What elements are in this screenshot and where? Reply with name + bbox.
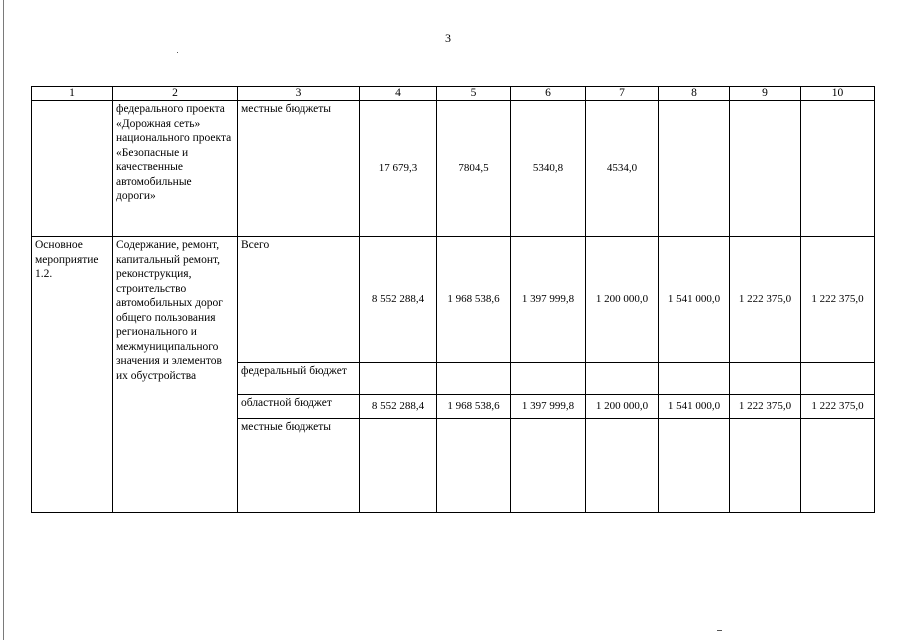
column-header: 7 bbox=[586, 87, 659, 101]
table-row bbox=[32, 101, 875, 237]
value-cell bbox=[730, 101, 801, 237]
funding-source-cell: областной бюджет bbox=[238, 395, 360, 419]
value-cell bbox=[360, 363, 437, 395]
column-header: 6 bbox=[511, 87, 586, 101]
value-cell: 1 222 375,0 bbox=[730, 237, 801, 363]
value-cell: 5340,8 bbox=[511, 101, 586, 237]
value-cell: 1 397 999,8 bbox=[511, 237, 586, 363]
value-cell: 1 541 000,0 bbox=[659, 237, 730, 363]
value-cell: 1 397 999,8 bbox=[511, 395, 586, 419]
column-header: 5 bbox=[437, 87, 511, 101]
value-cell: 8 552 288,4 bbox=[360, 395, 437, 419]
page-left-edge bbox=[3, 0, 4, 640]
event-description-cell: Содержание, ремонт, капитальный ремонт, реконструкция, строительство автомобильных дорог общего пользования регионального и межмуниципального значения и элементов их обустройства bbox=[113, 237, 238, 513]
column-header: 10 bbox=[801, 87, 875, 101]
value-cell bbox=[730, 419, 801, 513]
value-cell: 1 200 000,0 bbox=[586, 237, 659, 363]
value-cell bbox=[586, 363, 659, 395]
value-cell: 1 222 375,0 bbox=[801, 395, 875, 419]
value-cell bbox=[586, 419, 659, 513]
page-number: 3 bbox=[445, 31, 451, 45]
value-cell bbox=[659, 101, 730, 237]
value-cell bbox=[659, 419, 730, 513]
column-header: 4 bbox=[360, 87, 437, 101]
value-cell: 1 222 375,0 bbox=[730, 395, 801, 419]
value-cell bbox=[360, 419, 437, 513]
funding-source-cell: Всего bbox=[238, 237, 360, 363]
value-cell bbox=[437, 419, 511, 513]
funding-source-cell: местные бюджеты bbox=[238, 419, 360, 513]
value-cell bbox=[801, 363, 875, 395]
value-cell bbox=[801, 101, 875, 237]
table-row bbox=[32, 237, 875, 363]
funding-source-cell: федеральный бюджет bbox=[238, 363, 360, 395]
value-cell: 1 541 000,0 bbox=[659, 395, 730, 419]
project-name-cell: федерального проекта «Дорожная сеть» национального проекта «Безопасные и качественные автомобильные дороги» bbox=[113, 101, 238, 237]
value-cell bbox=[730, 363, 801, 395]
value-cell: 7804,5 bbox=[437, 101, 511, 237]
table-cell-empty bbox=[32, 101, 113, 237]
column-header: 8 bbox=[659, 87, 730, 101]
value-cell: 17 679,3 bbox=[360, 101, 437, 237]
value-cell: 8 552 288,4 bbox=[360, 237, 437, 363]
scan-speck bbox=[177, 52, 178, 53]
value-cell: 1 968 538,6 bbox=[437, 237, 511, 363]
scan-speck bbox=[717, 630, 722, 631]
budget-table bbox=[31, 86, 875, 513]
value-cell bbox=[511, 419, 586, 513]
value-cell: 4534,0 bbox=[586, 101, 659, 237]
value-cell bbox=[511, 363, 586, 395]
column-header: 9 bbox=[730, 87, 801, 101]
funding-source-cell: местные бюджеты bbox=[238, 101, 360, 237]
column-header: 1 bbox=[32, 87, 113, 101]
table-header-row bbox=[32, 87, 875, 101]
column-header: 3 bbox=[238, 87, 360, 101]
value-cell: 1 968 538,6 bbox=[437, 395, 511, 419]
value-cell bbox=[801, 419, 875, 513]
value-cell bbox=[437, 363, 511, 395]
column-header: 2 bbox=[113, 87, 238, 101]
value-cell bbox=[659, 363, 730, 395]
value-cell: 1 222 375,0 bbox=[801, 237, 875, 363]
value-cell: 1 200 000,0 bbox=[586, 395, 659, 419]
event-code-cell: Основное мероприятие 1.2. bbox=[32, 237, 113, 513]
